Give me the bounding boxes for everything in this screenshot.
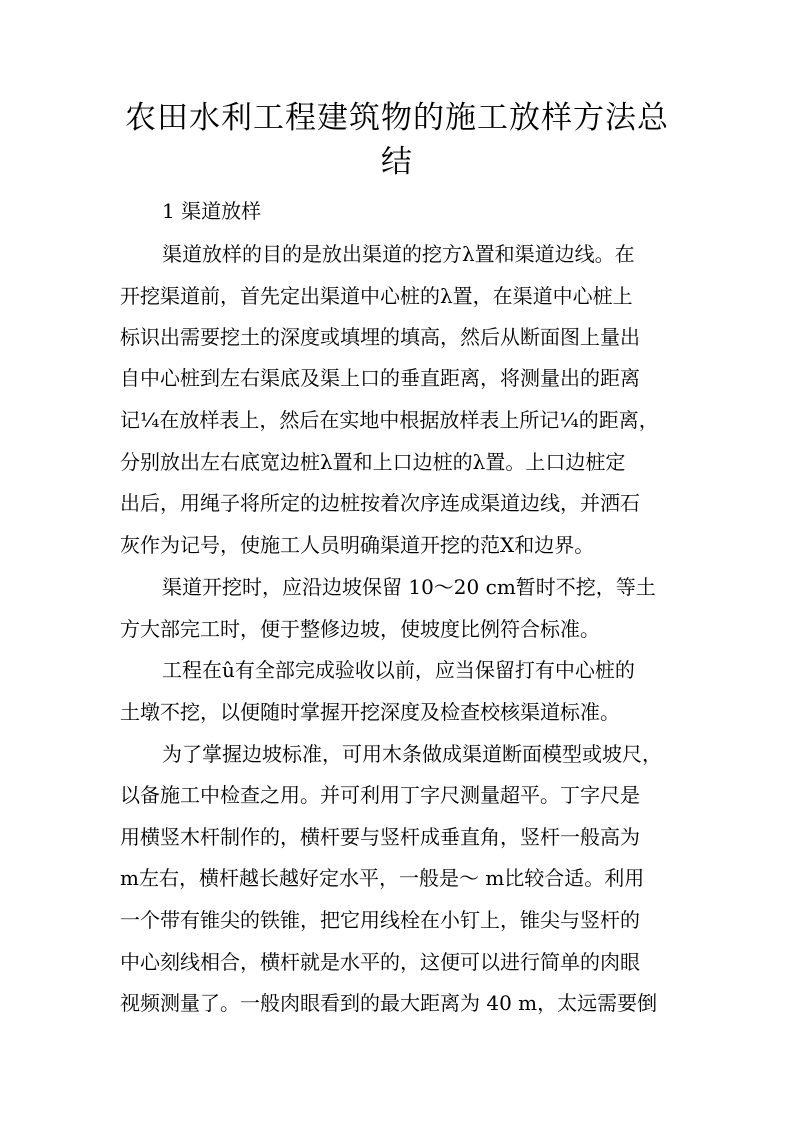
paragraph-line: 分别放出左右底宽边桩λ置和上口边桩的λ置。上口边桩定 [120, 450, 626, 474]
paragraph-line: 用横竖木杆制作的，横杆要与竖杆成垂直角，竖杆一般高为 [120, 825, 640, 849]
paragraph-line: 方大部完工时，便于整修边坡，使坡度比例符合标准。 [120, 617, 600, 641]
paragraph-line: 灰作为记号，使施工人员明确渠道开挖的范Χ和边界。 [120, 533, 595, 557]
paragraph-line: 为了掌握边坡标准，可用木条做成渠道断面模型或坡尺， [162, 742, 662, 766]
paragraph-line: 工程在û有全部完成验收以前，应当保留打有中心桩的 [162, 658, 635, 682]
paragraph-line: 一个带有锥尖的铁锥，把它用线栓在小钉上，锥尖与竖杆的 [120, 908, 640, 932]
paragraph-line: 渠道开挖时，应沿边坡保留 10～20 cm暂时不挖，等土 [162, 575, 656, 599]
paragraph-line: 渠道放样的目的是放出渠道的挖方λ置和渠道边线。在 [162, 242, 635, 266]
paragraph-line: 标识出需要挖土的深度或填埋的填高，然后从断面图上量出 [120, 325, 640, 349]
paragraph-line: 以备施工中检查之用。并可利用丁字尺测量超平。丁字尺是 [120, 783, 640, 807]
title-line-1: 农田水利工程建筑物的施工放样方法总 [125, 100, 669, 136]
paragraph-line: 自中心桩到左右渠底及渠上口的垂直距离，将测量出的距离 [120, 366, 640, 390]
document-title [100, 96, 694, 184]
paragraph-line: 视频测量了。一般肉眼看到的最大距离为 40 m，太远需要倒 [120, 991, 658, 1015]
title-line-2: 结 [381, 144, 413, 180]
paragraph-line: 开挖渠道前，首先定出渠道中心桩的λ置，在渠道中心桩上 [120, 284, 633, 308]
paragraph-line: 出后，用绳子将所定的边桩按着次序连成渠道边线，并洒石 [120, 491, 640, 515]
paragraph-line: 记¼在放样表上，然后在实地中根据放样表上所记¼的距离， [120, 408, 659, 432]
paragraph-line: m左右，横杆越长越好定水平，一般是～ m比较合适。利用 [120, 866, 645, 890]
paragraph-line: 土墩不挖，以便随时掌握开挖深度及检查校核渠道标准。 [120, 700, 620, 724]
section-heading: 1 渠道放样 [162, 199, 262, 223]
paragraph-line: 中心刻线相合，横杆就是水平的，这便可以进行简单的肉眼 [120, 950, 640, 974]
